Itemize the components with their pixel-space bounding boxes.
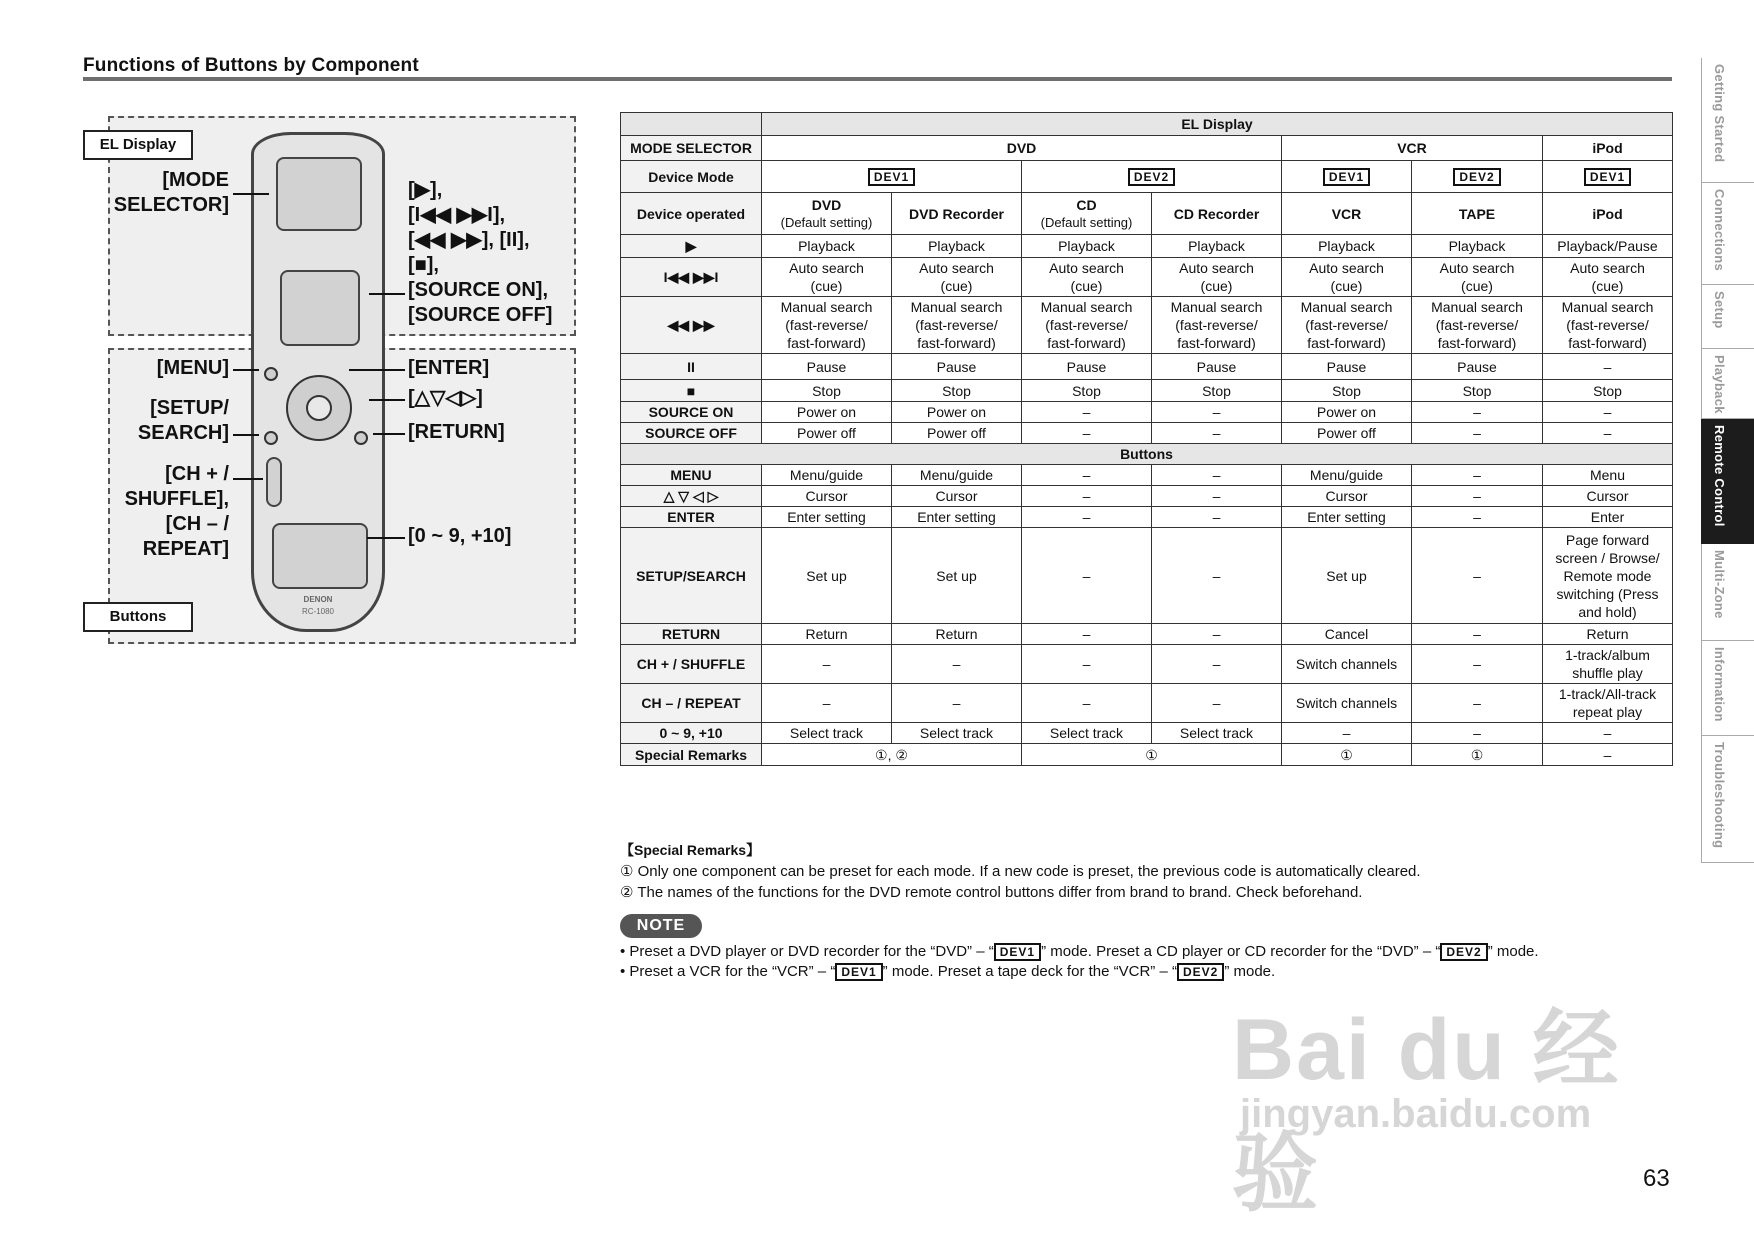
remote-illustration (251, 132, 385, 632)
row-header: MENU (621, 465, 762, 486)
tab-remote-control[interactable]: Remote Control (1701, 419, 1754, 544)
device-cell: iPod (1543, 193, 1673, 235)
remote-model: RC-1080 (301, 607, 334, 616)
leader-ch (233, 478, 263, 480)
row-header: △ ▽ ◁ ▷ (621, 486, 762, 507)
row-header: ◀◀ ▶▶ (621, 297, 762, 354)
table-cell: Manual search (fast-reverse/ fast-forward) (762, 297, 892, 354)
table-cell: Manual search (fast-reverse/ fast-forward) (1543, 297, 1673, 354)
table-cell: – (1152, 465, 1282, 486)
table-cell: – (762, 684, 892, 723)
note-item: • Preset a DVD player or DVD recorder for the “DVD” – “ DEV1 ” mode. Preset a CD player or CD recorder for the “DVD” – “ DEV2 ” mode. (620, 943, 1539, 960)
row-header: Device operated (621, 193, 762, 235)
table-cell: Pause (1412, 354, 1543, 380)
table-row (621, 684, 1673, 723)
menu-dot (264, 367, 278, 381)
leader-return (373, 433, 405, 435)
special-remarks-row (621, 744, 1673, 766)
tab-troubleshooting[interactable]: Troubleshooting (1701, 736, 1754, 863)
table-cell: – (1022, 507, 1152, 528)
table-cell: Cursor (1282, 486, 1412, 507)
table-cell: – (1412, 645, 1543, 684)
device-mode-cell (1282, 161, 1412, 193)
table-cell: Playback (1152, 235, 1282, 258)
table-cell: – (1152, 684, 1282, 723)
tab-information[interactable]: Information (1701, 641, 1754, 736)
el-display-header-row (621, 113, 1673, 136)
table-cell: Power on (762, 402, 892, 423)
table-cell: – (1152, 423, 1282, 444)
table-cell: Enter (1543, 507, 1673, 528)
table-cell: Select track (1022, 723, 1152, 744)
ch-rocker (266, 457, 282, 507)
table-cell: – (1543, 744, 1673, 766)
transport-pad (280, 270, 360, 346)
table-cell: Cursor (1543, 486, 1673, 507)
device-operated-row (621, 193, 1673, 235)
page-number: 63 (1643, 1165, 1670, 1192)
table-cell: Auto search (cue) (1412, 258, 1543, 297)
table-cell: – (1152, 402, 1282, 423)
device-cell: VCR (1282, 193, 1412, 235)
remarks-title: 【Special Remarks】 (620, 842, 761, 858)
table-cell: – (1412, 486, 1543, 507)
table-cell: – (1152, 486, 1282, 507)
table-cell: – (1152, 507, 1282, 528)
tab-getting-started[interactable]: Getting Started (1701, 58, 1754, 183)
table-cell: – (1022, 684, 1152, 723)
table-cell: Pause (892, 354, 1022, 380)
row-header: CH – / REPEAT (621, 684, 762, 723)
table-cell: – (1022, 624, 1152, 645)
group-spacer (621, 113, 762, 136)
table-cell: Set up (1282, 528, 1412, 624)
table-cell: – (1543, 402, 1673, 423)
table-cell: 1-track/All-track repeat play (1543, 684, 1673, 723)
table-cell: Playback (892, 235, 1022, 258)
leader-mode-selector (233, 193, 269, 195)
table-cell: – (1152, 645, 1282, 684)
tab-playback[interactable]: Playback (1701, 349, 1754, 419)
table-cell: – (1022, 528, 1152, 624)
table-cell: Power off (892, 423, 1022, 444)
label-setup-search: [SETUP/ SEARCH] (137, 397, 229, 444)
row-header: SOURCE OFF (621, 423, 762, 444)
table-cell: Enter setting (1282, 507, 1412, 528)
table-cell: Stop (1412, 380, 1543, 402)
table-cell: Stop (892, 380, 1022, 402)
table-cell: ① (1282, 744, 1412, 766)
table-cell: Playback (1412, 235, 1543, 258)
table-cell: Return (892, 624, 1022, 645)
special-remarks (620, 840, 1680, 903)
el-display-label: EL Display (83, 130, 193, 160)
watermark-brand: Bai du 经验 (1232, 1002, 1621, 1222)
table-cell: Manual search (fast-reverse/ fast-forward) (1152, 297, 1282, 354)
table-cell: – (1412, 507, 1543, 528)
table-cell: – (1543, 423, 1673, 444)
table-row (621, 258, 1673, 297)
table-cell: – (1412, 402, 1543, 423)
table-cell: – (1412, 423, 1543, 444)
row-header: II (621, 354, 762, 380)
table-cell: Manual search (fast-reverse/ fast-forward) (892, 297, 1022, 354)
label-mode-selector: [MODE SELECTOR] (113, 169, 229, 216)
device-cell: CD (Default setting) (1022, 193, 1152, 235)
watermark-url: jingyan.baidu.com (1240, 1092, 1592, 1136)
table-row (621, 624, 1673, 645)
dev-badge: DEV2 (1128, 168, 1175, 186)
leader-cursor (369, 399, 405, 401)
table-cell: Enter setting (762, 507, 892, 528)
row-header: SOURCE ON (621, 402, 762, 423)
table-cell: – (1282, 723, 1412, 744)
table-cell: – (1022, 645, 1152, 684)
row-header: Special Remarks (621, 744, 762, 766)
table-cell: – (1022, 423, 1152, 444)
table-cell: – (1412, 684, 1543, 723)
table-cell: Return (1543, 624, 1673, 645)
label-ch: [CH + / SHUFFLE], [CH – / REPEAT] (124, 463, 229, 560)
dev-badge: DEV1 (835, 963, 882, 981)
table-cell: Pause (1152, 354, 1282, 380)
table-cell: Menu/guide (1282, 465, 1412, 486)
table-row (621, 297, 1673, 354)
table-cell: Playback (1022, 235, 1152, 258)
device-cell: CD Recorder (1152, 193, 1282, 235)
table-row (621, 465, 1673, 486)
table-cell: Playback (1282, 235, 1412, 258)
buttons-header-row (621, 444, 1673, 465)
tab-setup[interactable]: Setup (1701, 285, 1754, 349)
tab-multi-zone[interactable]: Multi-Zone (1701, 544, 1754, 641)
tab-connections[interactable]: Connections (1701, 183, 1754, 285)
group-el-display: EL Display (762, 113, 1673, 136)
table-cell: Power off (762, 423, 892, 444)
dev-badge: DEV1 (994, 943, 1041, 961)
table-cell: ①, ② (762, 744, 1022, 766)
table-row (621, 380, 1673, 402)
table-cell: Playback (762, 235, 892, 258)
table-cell: – (1022, 465, 1152, 486)
table-cell: Stop (1022, 380, 1152, 402)
table-cell: Menu/guide (762, 465, 892, 486)
device-mode-cell (1412, 161, 1543, 193)
table-cell: Manual search (fast-reverse/ fast-forward) (1282, 297, 1412, 354)
table-cell: – (1412, 465, 1543, 486)
table-cell: Cursor (892, 486, 1022, 507)
leader-enter (349, 369, 405, 371)
table-cell: Playback/Pause (1543, 235, 1673, 258)
table-cell: ① (1022, 744, 1282, 766)
table-cell: – (762, 645, 892, 684)
enter-center (306, 395, 332, 421)
device-mode-row (621, 161, 1673, 193)
leader-menu (233, 369, 259, 371)
table-cell: Pause (1022, 354, 1152, 380)
dev-badge: DEV2 (1177, 963, 1224, 981)
table-cell: Manual search (fast-reverse/ fast-forward) (1412, 297, 1543, 354)
table-cell: – (1412, 624, 1543, 645)
table-cell: Pause (1282, 354, 1412, 380)
table-row (621, 423, 1673, 444)
device-cell: TAPE (1412, 193, 1543, 235)
group-buttons: Buttons (621, 444, 1673, 465)
table-cell: Enter setting (892, 507, 1022, 528)
table-cell: – (1543, 354, 1673, 380)
table-cell: – (892, 645, 1022, 684)
table-cell: Stop (1152, 380, 1282, 402)
table-cell: Menu (1543, 465, 1673, 486)
label-numbers: [0 ~ 9, +10] (408, 525, 512, 547)
table-cell: Page forward screen / Browse/ Remote mode switching (Press and hold) (1543, 528, 1673, 624)
table-row (621, 723, 1673, 744)
table-cell: Set up (762, 528, 892, 624)
section-title: Functions of Buttons by Component (83, 55, 419, 76)
table-cell: Power off (1282, 423, 1412, 444)
chapter-tabs (1701, 58, 1754, 863)
row-header: ▶ (621, 235, 762, 258)
mode-vcr: VCR (1282, 136, 1543, 161)
table-cell: Select track (892, 723, 1022, 744)
table-row (621, 528, 1673, 624)
table-cell: Auto search (cue) (1152, 258, 1282, 297)
device-mode-cell (762, 161, 1022, 193)
row-header: I◀◀ ▶▶I (621, 258, 762, 297)
table-cell: Stop (1543, 380, 1673, 402)
leader-setup (233, 434, 259, 436)
note-badge: NOTE (620, 914, 702, 938)
row-header: Device Mode (621, 161, 762, 193)
table-cell: Switch channels (1282, 684, 1412, 723)
table-cell: – (1022, 486, 1152, 507)
remark-item: ① Only one component can be preset for each mode. If a new code is preset, the previous code is automatically cleared. (620, 863, 1421, 880)
table-cell: ① (1412, 744, 1543, 766)
table-cell: – (1152, 624, 1282, 645)
table-cell: Power on (1282, 402, 1412, 423)
row-header: 0 ~ 9, +10 (621, 723, 762, 744)
buttons-label: Buttons (83, 602, 193, 632)
row-header: RETURN (621, 624, 762, 645)
dev-badge: DEV1 (868, 168, 915, 186)
table-cell: Stop (1282, 380, 1412, 402)
row-header: MODE SELECTOR (621, 136, 762, 161)
table-row (621, 507, 1673, 528)
table-cell: – (1543, 723, 1673, 744)
note-item: • Preset a VCR for the “VCR” – “ DEV1 ” mode. Preset a tape deck for the “VCR” – “ DEV2 ” mode. (620, 963, 1276, 980)
device-mode-cell (1022, 161, 1282, 193)
table-cell: – (1412, 723, 1543, 744)
label-enter: [ENTER] (408, 357, 490, 379)
table-row (621, 645, 1673, 684)
table-cell: Pause (762, 354, 892, 380)
dev-badge: DEV1 (1323, 168, 1370, 186)
table-cell: Power on (892, 402, 1022, 423)
table-cell: – (892, 684, 1022, 723)
table-row (621, 486, 1673, 507)
table-cell: Menu/guide (892, 465, 1022, 486)
table-row (621, 235, 1673, 258)
table-cell: Auto search (cue) (1543, 258, 1673, 297)
table-cell: Auto search (cue) (1022, 258, 1152, 297)
device-cell: DVD (Default setting) (762, 193, 892, 235)
table-cell: Switch channels (1282, 645, 1412, 684)
mode-dvd: DVD (762, 136, 1282, 161)
table-cell: Cursor (762, 486, 892, 507)
table-cell: Auto search (cue) (1282, 258, 1412, 297)
table-cell: – (1022, 402, 1152, 423)
table-row (621, 354, 1673, 380)
remote-diagram (83, 116, 577, 646)
dev-badge: DEV2 (1453, 168, 1500, 186)
table-cell: – (1152, 528, 1282, 624)
device-cell: DVD Recorder (892, 193, 1022, 235)
table-cell: Select track (1152, 723, 1282, 744)
title-rule (83, 77, 1672, 81)
table-cell: Auto search (cue) (762, 258, 892, 297)
table-cell: Cancel (1282, 624, 1412, 645)
table-cell: Manual search (fast-reverse/ fast-forward) (1022, 297, 1152, 354)
mode-ipod: iPod (1543, 136, 1673, 161)
table-cell: Set up (892, 528, 1022, 624)
table-cell: – (1412, 528, 1543, 624)
setup-dot (264, 431, 278, 445)
row-header: ■ (621, 380, 762, 402)
table-cell: 1-track/album shuffle play (1543, 645, 1673, 684)
label-menu: [MENU] (156, 357, 229, 379)
leader-numbers (367, 537, 405, 539)
table-cell: Stop (762, 380, 892, 402)
button-function-table (620, 112, 1673, 766)
row-header: ENTER (621, 507, 762, 528)
device-mode-cell (1543, 161, 1673, 193)
dev-badge: DEV2 (1440, 943, 1487, 961)
table-cell: Return (762, 624, 892, 645)
row-header: SETUP/SEARCH (621, 528, 762, 624)
label-cursor: [△▽◁▷] (408, 387, 483, 409)
dev-badge: DEV1 (1584, 168, 1631, 186)
remark-item: ② The names of the functions for the DVD remote control buttons differ from brand to brand. Check beforehand. (620, 884, 1363, 901)
remote-brand: DENON (303, 595, 333, 604)
return-dot (354, 431, 368, 445)
table-cell: Select track (762, 723, 892, 744)
label-transport: [▶], [I◀◀ ▶▶I], [◀◀ ▶▶], [II], [■], [SOURCE ON], [SOURCE OFF] (408, 179, 553, 326)
label-return: [RETURN] (408, 421, 505, 443)
mode-selector-pad (276, 157, 362, 231)
table-cell: Auto search (cue) (892, 258, 1022, 297)
table-row (621, 402, 1673, 423)
numeric-pad (272, 523, 368, 589)
note-list (620, 942, 1700, 982)
leader-transport (369, 293, 405, 295)
mode-selector-row (621, 136, 1673, 161)
row-header: CH + / SHUFFLE (621, 645, 762, 684)
